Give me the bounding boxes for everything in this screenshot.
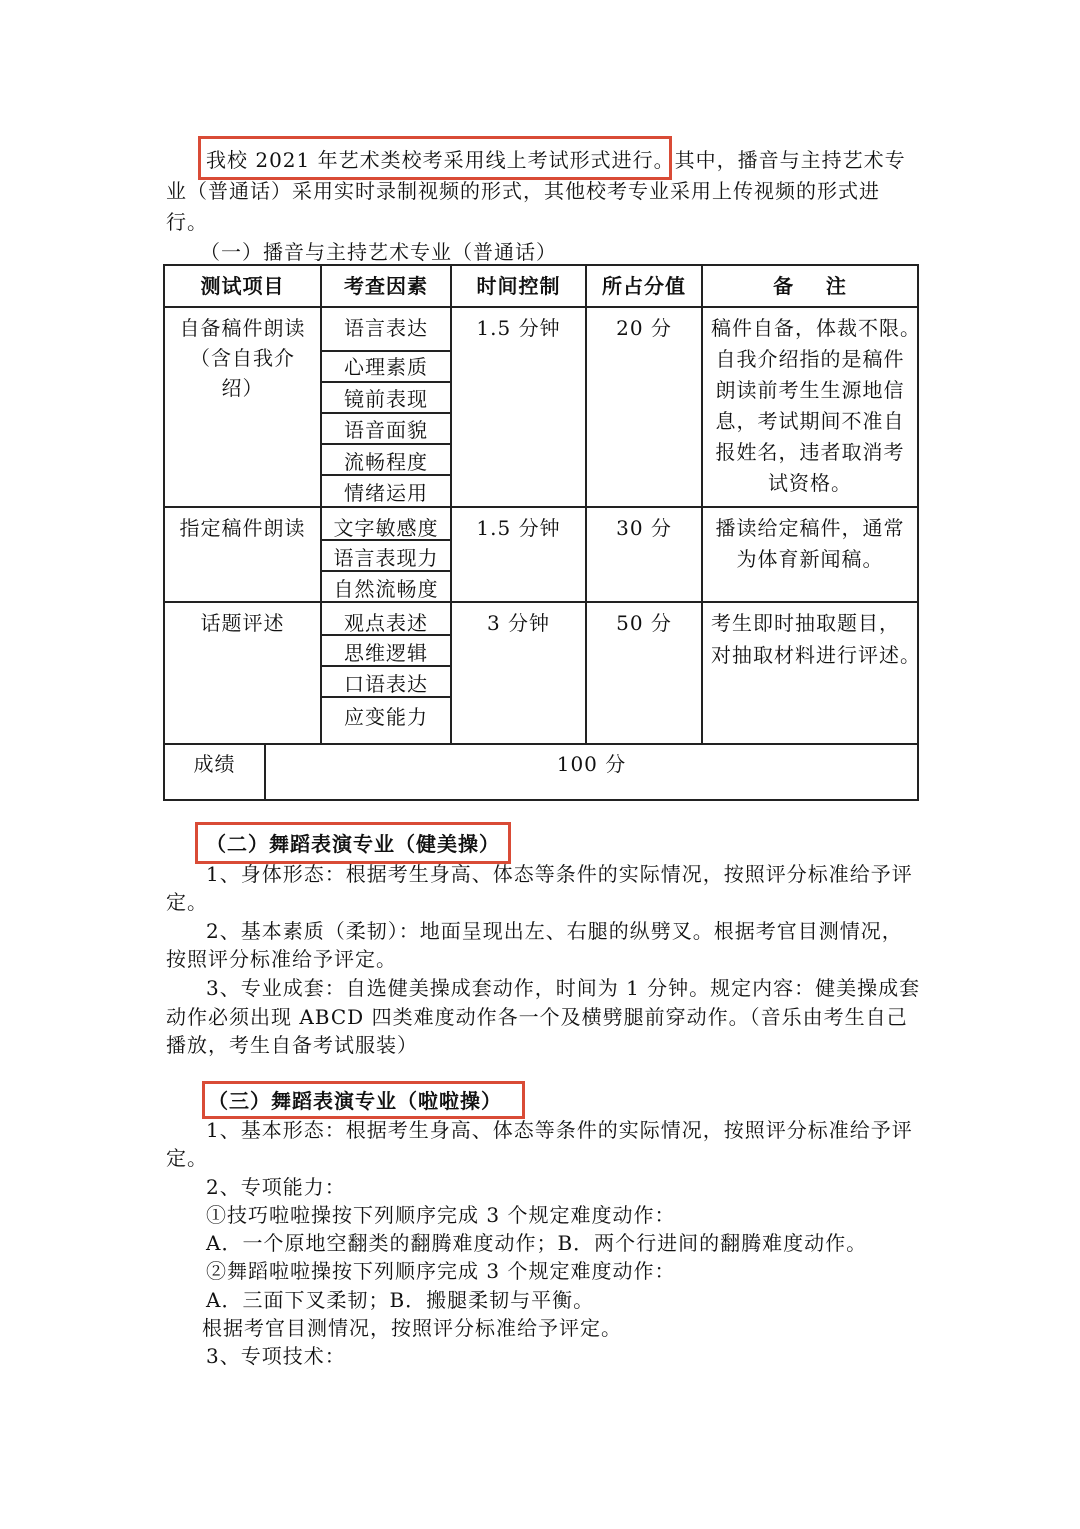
section3-p3: 3、专项技术： (206, 1344, 346, 1368)
intro-boxed-text: 我校 2021 年艺术类校考采用线上考试形式进行。 (206, 148, 675, 172)
factor-hline (320, 570, 452, 572)
row3-factor: 观点表述 (344, 611, 428, 635)
score-table (163, 264, 919, 801)
header-factors: 考查因素 (344, 274, 428, 298)
row3-item: 话题评述 (200, 611, 285, 635)
factor-hline (320, 665, 452, 667)
factor-hline (320, 412, 452, 414)
table-hline (165, 506, 917, 508)
row1-item-line: 绍） (221, 376, 264, 400)
factor-hline (320, 381, 452, 383)
table-hline (165, 601, 917, 603)
factor-hline (320, 350, 452, 352)
row1-note-line: 自我介绍指的是稿件 (715, 347, 905, 371)
row2-factor: 自然流畅度 (333, 577, 439, 601)
intro-line-1-rest: 其中，播音与主持艺术专 (674, 148, 906, 172)
row2-note-line: 播读给定稿件，通常 (715, 516, 905, 540)
section3-p2-a: ①技巧啦啦操按下列顺序完成 3 个规定难度动作： (206, 1203, 676, 1227)
row3-time: 3 分钟 (486, 611, 551, 635)
header-test-item: 测试项目 (200, 274, 285, 298)
row3-note-line: 考生即时抽取题目， (711, 611, 900, 635)
section2-p3-line3: 播放，考生自备考试服装） (166, 1033, 418, 1057)
row1-score: 20 分 (616, 316, 672, 340)
row1-note-line: 稿件自备，体裁不限。 (711, 316, 921, 340)
section1-title: （一）播音与主持艺术专业（普通话） (200, 240, 557, 264)
intro-line-2: 业（普通话）采用实时录制视频的形式，其他校考专业采用上传视频的形式进 (166, 179, 880, 203)
header-time: 时间控制 (476, 274, 561, 298)
intro-line-1 (206, 148, 958, 172)
row2-factor: 语言表现力 (333, 546, 439, 570)
row1-item-line: （含自我介 (190, 346, 295, 370)
row2-time: 1.5 分钟 (476, 516, 561, 540)
table-hline (165, 306, 917, 308)
header-note: 备 注 (773, 274, 847, 298)
section2-p2-line1: 2、基本素质（柔韧）：地面呈现出左、右腿的纵劈叉。根据考官目测情况， (206, 919, 903, 943)
section3-p2-a-items: A．一个原地空翻类的翻腾难度动作；B．两个行进间的翻腾难度动作。 (206, 1231, 868, 1255)
row1-note-line: 报姓名，违者取消考 (715, 440, 905, 464)
section3-p1-line1: 1、基本形态：根据考生身高、体态等条件的实际情况，按照评分标准给予评 (206, 1118, 913, 1142)
row1-factor: 流畅程度 (344, 450, 428, 474)
factor-hline (320, 443, 452, 445)
row1-note-line: 息，考试期间不准自 (715, 409, 905, 433)
row3-note-line: 对抽取材料进行评述。 (711, 643, 921, 667)
row1-note-line: 试资格。 (768, 471, 852, 495)
row1-factor: 情绪运用 (344, 481, 428, 505)
section2-p3-line2: 动作必须出现 ABCD 四类难度动作各一个及横劈腿前穿动作。（音乐由考生自己 (166, 1005, 908, 1029)
factor-hline (320, 696, 452, 698)
section2-p2-line2: 按照评分标准给予评定。 (166, 947, 397, 971)
section3-p2-c: 根据考官目测情况，按照评分标准给予评定。 (202, 1316, 622, 1340)
row1-item-line: 自备稿件朗读 (179, 316, 306, 340)
row1-note-line: 朗读前考生生源地信 (715, 378, 905, 402)
section3-title: （三）舞蹈表演专业（啦啦操） (208, 1089, 502, 1113)
row2-item: 指定稿件朗读 (179, 516, 306, 540)
row2-note-line: 为体育新闻稿。 (736, 547, 884, 571)
factor-hline (320, 474, 452, 476)
section3-p2: 2、专项能力： (206, 1175, 346, 1199)
section3-p1-line2: 定。 (166, 1146, 208, 1170)
row3-factor: 口语表达 (344, 672, 428, 696)
section3-p2-b-items: A．三面下叉柔韧；B．搬腿柔韧与平衡。 (206, 1288, 595, 1312)
section2-title: （二）舞蹈表演专业（健美操） (206, 832, 500, 856)
section2-p1-line1: 1、身体形态：根据考生身高、体态等条件的实际情况，按照评分标准给予评 (206, 862, 913, 886)
row1-factor: 语音面貌 (344, 418, 428, 442)
row1-factor: 语言表达 (344, 316, 428, 340)
row1-factor: 镜前表现 (344, 387, 428, 411)
section3-p2-b: ②舞蹈啦啦操按下列顺序完成 3 个规定难度动作： (206, 1259, 676, 1283)
row3-factor: 应变能力 (344, 705, 428, 729)
row3-score: 50 分 (616, 611, 672, 635)
table-hline (165, 743, 917, 745)
row1-factor: 心理素质 (344, 355, 428, 379)
row2-score: 30 分 (616, 516, 672, 540)
section2-p3-line1: 3、专业成套：自选健美操成套动作，时间为 1 分钟。规定内容：健美操成套 (206, 976, 921, 1000)
intro-line-3: 行。 (166, 210, 208, 234)
header-score: 所占分值 (602, 274, 686, 298)
row1-time: 1.5 分钟 (476, 316, 561, 340)
row2-factor: 文字敏感度 (333, 516, 439, 540)
section2-p1-line2: 定。 (166, 890, 208, 914)
row3-factor: 思维逻辑 (344, 641, 428, 665)
total-value: 100 分 (556, 752, 627, 776)
total-label: 成绩 (193, 752, 236, 776)
